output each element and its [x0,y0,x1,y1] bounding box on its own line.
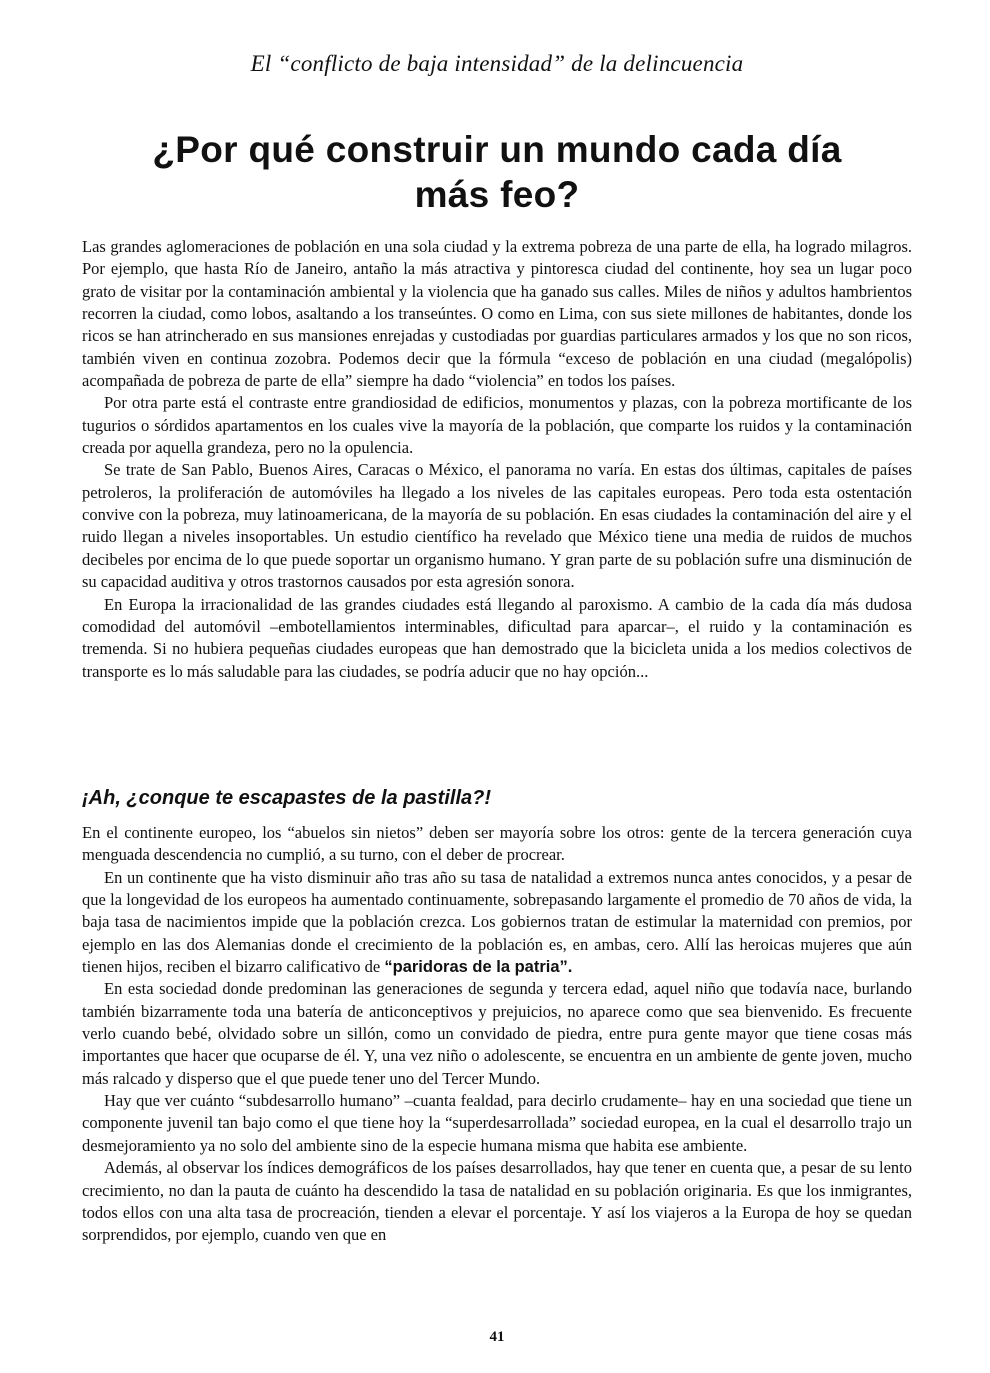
section-body-1 [82,236,912,683]
body-paragraph: Por otra parte está el contraste entre grandiosidad de edificios, monumentos y plazas, con la pobreza mortificante de los tugurios o sórdidos apartamentos en los cuales vive la mayoría de la población, que comparte los ruidos y la contaminación creada por aquella grandeza, pero no la opulencia. [82,393,912,458]
title-line-1: ¿Por qué construir un mundo cada día [152,129,842,170]
body-paragraph: En el continente europeo, los “abuelos sin nietos” deben ser mayoría sobre los otros: gente de la tercera generación cuya menguada descendencia no cumplió, a su turno, con el deber de procrear. [82,823,912,865]
body-paragraph: Además, al observar los índices demográficos de los países desarrollados, hay que tener en cuenta que, a pesar de su lento crecimiento, no dan la pauta de cuánto ha descendido la tasa de natalidad en su población originaria. Es que los inmigrantes, todos ellos con una alta tasa de procreación, tienden a elevar el porcentaje. Y así los viajeros a la Europa de hoy se quedan sorprendidos, por ejemplo, cuando ven que en [82,1158,912,1245]
body-paragraph-with-emphasis [82,867,912,979]
running-head: El “conflicto de baja intensidad” de la delincuencia [250,51,744,76]
section-heading: ¡Ah, ¿conque te escapastes de la pastilla?! [82,787,492,809]
page-title [82,127,912,217]
paragraph-text: En un continente que ha visto disminuir año tras año su tasa de natalidad a extremos nunca antes conocidos, y a pesar de que la longevidad de los europeos ha aumentado continuamente, sobrepasando largamente el promedio de 70 años de vida, la baja tasa de nacimientos impide que la población crezca. Los gobiernos tratan de estimular la maternidad con premios, por ejemplo en las dos Alemanias donde el crecimiento de la población es, en ambas, cero. Allí las heroicas mujeres que aún tienen hijos, reciben el bizarro calificativo de [82,867,912,977]
emphasized-phrase: “paridoras de la patria”. [384,958,573,977]
page-number: 41 [489,1329,505,1345]
title-line-2: más feo? [414,174,580,215]
body-paragraph: Las grandes aglomeraciones de población en una sola ciudad y la extrema pobreza de una parte de ella, ha logrado milagros. Por ejemplo, que hasta Río de Janeiro, antaño la más atractiva y pintoresca ciudad del continente, hoy sea un lugar poco grato de visitar por la contaminación ambiental y la violencia que ha ganado sus calles. Miles de niños y adultos hambrientos recorren la ciudad, como lobos, asaltando a los transeúntes. O como en Lima, con sus siete millones de habitantes, donde los ricos se han atrincherado en sus mansiones enrejadas y custodiadas por guardias particulares armados y los que no son ricos, también viven en continua zozobra. Podemos decir que la fórmula “exceso de población en una ciudad (megalópolis) acompañada de pobreza de parte de ella” siempre ha dado “violencia” en todos los países. [82,237,912,391]
book-page [82,0,912,1373]
body-paragraph: En Europa la irracionalidad de las grandes ciudades está llegando al paroxismo. A cambio de la cada día más dudosa comodidad del automóvil –embotellamientos interminables, dificultad para aparcar–, el ruido y la contaminación es tremenda. Si no hubiera pequeñas ciudades europeas que han demostrado que la bicicleta unida a los medios colectivos de transporte es lo más saludable para las ciudades, se podría aducir que no hay opción... [82,594,912,681]
section-body-2 [82,822,912,1247]
body-paragraph: Se trate de San Pablo, Buenos Aires, Caracas o México, el panorama no varía. En estas dos últimas, capitales de países petroleros, la proliferación de automóviles ha llegado a los niveles de las capitales europeas. Pero toda esta ostentación convive con la pobreza, muy latinoamericana, de la mayoría de su población. En esas ciudades la contaminación del aire y el ruido llegan a niveles insoportables. Un estudio científico ha revelado que México tiene una media de ruidos de muchos decibeles por encima de lo que puede soportar un organismo humano. Y gran parte de su población sufre una disminución de su capacidad auditiva y otros trastornos causados por esta agresión sonora. [82,460,912,592]
body-paragraph: En esta sociedad donde predominan las generaciones de segunda y tercera edad, aquel niño que todavía nace, burlando también bizarramente toda una batería de anticonceptivos y prejuicios, no aparece como que sea bienvenido. Es frecuente verlo cuando bebé, olvidado sobre un sillón, como un convidado de piedra, entre pura gente mayor que tiene cosas más importantes que hacer que ocuparse de él. Y, una vez niño o adolescente, se encuentra en un ambiente de gente joven, mucho más ralcado y disperso que el que puede tener uno del Tercer Mundo. [82,979,912,1088]
body-paragraph: Hay que ver cuánto “subdesarrollo humano” –cuanta fealdad, para decirlo crudamente– hay en una sociedad que tiene un componente juvenil tan bajo como el que tiene hoy la “superdesarrollada” sociedad europea, en la cual el desarrollo trajo un desmejoramiento ya no solo del ambiente sino de la especie humana misma que habita ese ambiente. [82,1091,912,1155]
